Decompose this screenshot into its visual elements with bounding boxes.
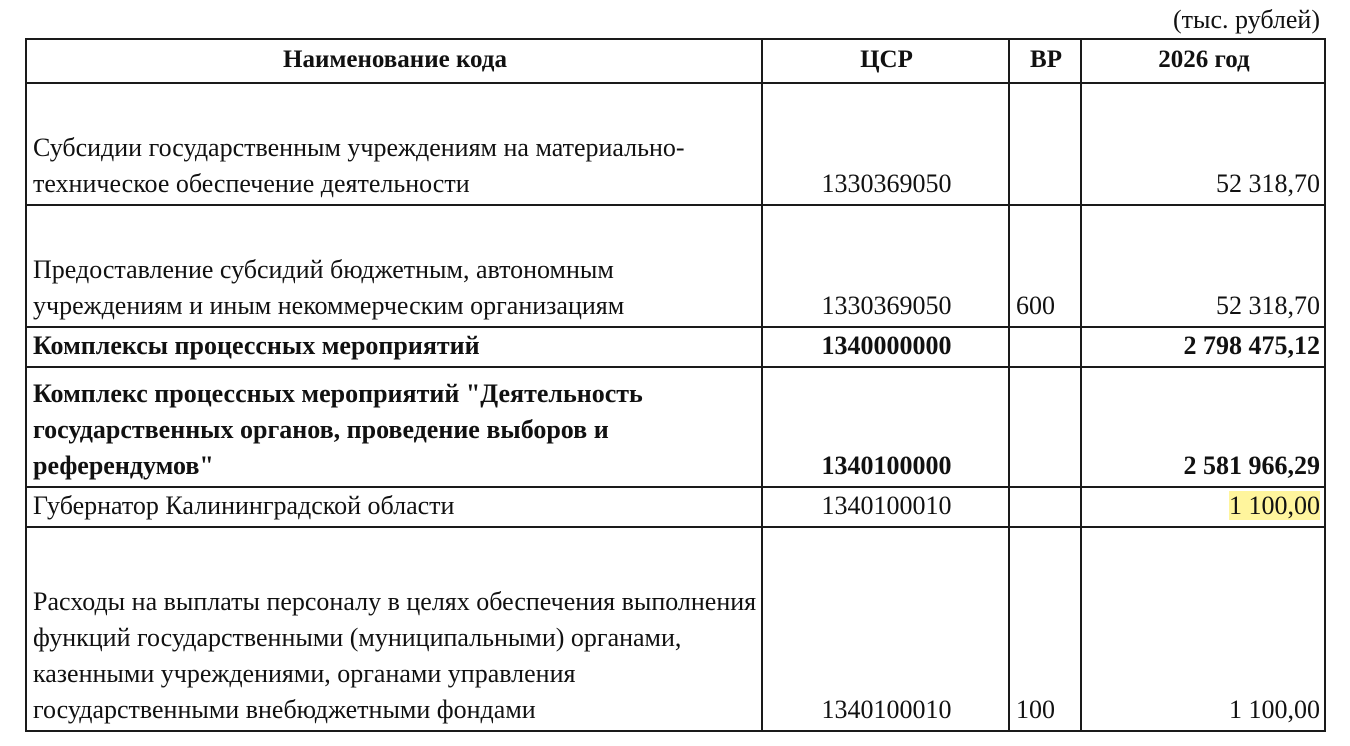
cell-csr: 1340100010 xyxy=(762,487,1009,527)
table-row xyxy=(26,487,1325,527)
column-header-csr: ЦСР xyxy=(762,39,1009,83)
cell-amount: 1 100,00 xyxy=(1081,527,1325,731)
cell-name: Комплексы процессных мероприятий xyxy=(26,327,762,367)
table-row xyxy=(26,367,1325,487)
highlighted-amount: 1 100,00 xyxy=(1229,491,1320,520)
cell-name: Комплекс процессных мероприятий "Деятельность государственных органов, проведение выборов и референдумов" xyxy=(26,367,762,487)
cell-vr xyxy=(1009,83,1081,205)
cell-csr: 1340100010 xyxy=(762,527,1009,731)
budget-table xyxy=(25,38,1326,732)
cell-name: Расходы на выплаты персоналу в целях обеспечения выполнения функций государственными (муниципальными) органами, казенными учреждениями, органами управления государственными внебюджетными фондами xyxy=(26,527,762,731)
cell-name: Губернатор Калининградской области xyxy=(26,487,762,527)
cell-vr xyxy=(1009,487,1081,527)
cell-vr: 600 xyxy=(1009,205,1081,327)
table-row xyxy=(26,205,1325,327)
cell-amount: 2 798 475,12 xyxy=(1081,327,1325,367)
units-note: (тыс. рублей) xyxy=(1172,5,1320,34)
cell-vr xyxy=(1009,327,1081,367)
cell-amount: 2 581 966,29 xyxy=(1081,367,1325,487)
table-row xyxy=(26,83,1325,205)
table-header-row xyxy=(26,39,1325,83)
cell-csr: 1330369050 xyxy=(762,205,1009,327)
cell-csr: 1340100000 xyxy=(762,367,1009,487)
cell-vr xyxy=(1009,367,1081,487)
cell-name: Предоставление субсидий бюджетным, автономным учреждениям и иным некоммерческим организациям xyxy=(26,205,762,327)
table-row xyxy=(26,527,1325,731)
column-header-year: 2026 год xyxy=(1081,39,1325,83)
cell-csr: 1330369050 xyxy=(762,83,1009,205)
cell-name: Субсидии государственным учреждениям на материально-техническое обеспечение деятельности xyxy=(26,83,762,205)
cell-amount: 52 318,70 xyxy=(1081,205,1325,327)
cell-csr: 1340000000 xyxy=(762,327,1009,367)
cell-vr: 100 xyxy=(1009,527,1081,731)
column-header-name: Наименование кода xyxy=(26,39,762,83)
table-row xyxy=(26,327,1325,367)
column-header-vr: ВР xyxy=(1009,39,1081,83)
cell-amount: 52 318,70 xyxy=(1081,83,1325,205)
cell-amount xyxy=(1081,487,1325,527)
